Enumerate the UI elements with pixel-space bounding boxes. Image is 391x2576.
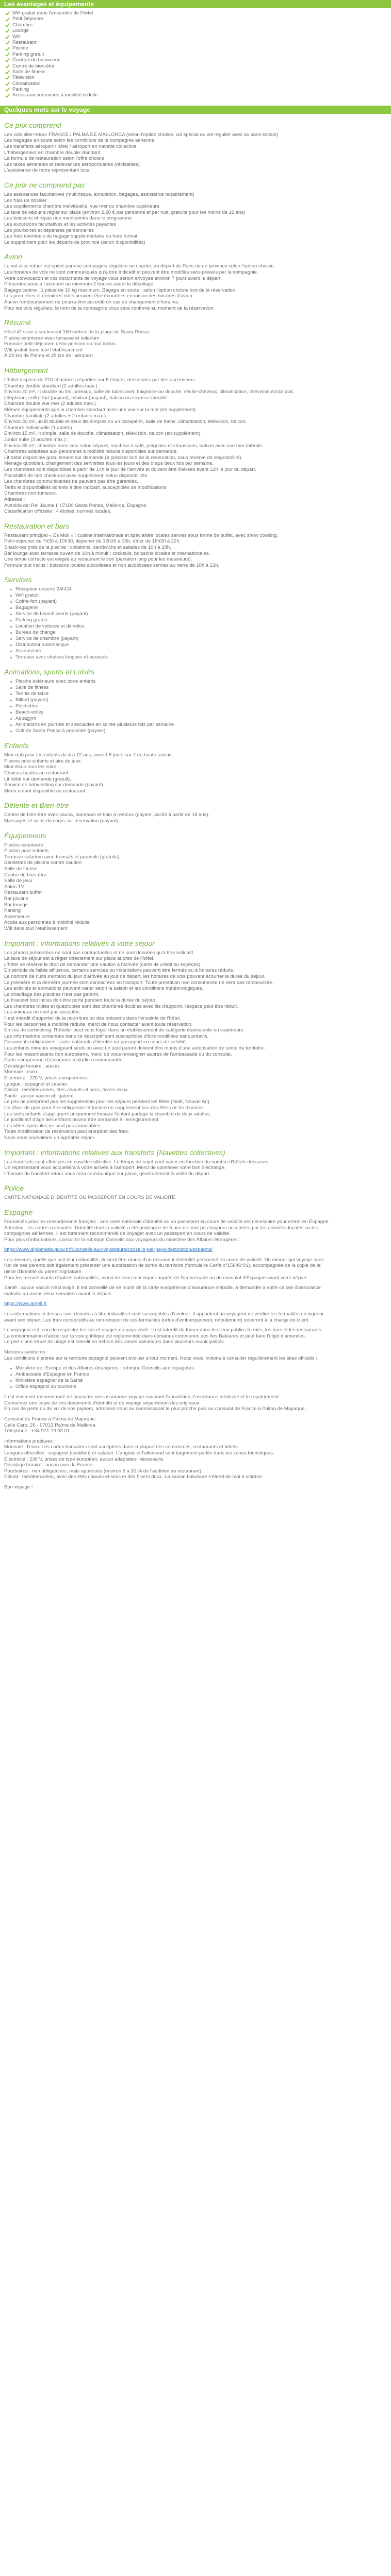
text-line: Bar piscine (4, 895, 28, 902)
text-line: Environ 30 m², un lit double et deux lits simples ou un canapé-lit, salle de bains, climatisation, télévision, balcon. (4, 419, 247, 425)
feature-label: Lounge (12, 28, 29, 34)
text-line: Snack-bar près de la piscine : collations, sandwichs et salades de 10h à 18h. (4, 544, 171, 550)
check-icon (5, 17, 10, 22)
section-heading: Avion (4, 252, 22, 261)
text-line: Le justificatif d'âge des enfants pourra être demandé à l'enregistrement. (4, 1117, 160, 1123)
text-line: Avenida del Rei Jaume I, 07180 Santa Ponsa, Mallorca, Espagne (4, 502, 146, 509)
text-line: Mini-club pour les enfants de 4 à 12 ans, ouvert 6 jours sur 7 en haute saison. (4, 752, 173, 758)
text-line: Les activités et animations peuvent varier selon la saison et les conditions météorologiques. (4, 986, 204, 992)
text-block (4, 1484, 387, 1490)
text-line: Petit-déjeuner de 7h30 à 10h30, déjeuner de 12h30 à 15h, dîner de 18h30 à 22h. (4, 538, 181, 545)
text-line: Chambre double standard (2 adultes max.) : (4, 383, 100, 389)
info-link[interactable]: https://www.diplomatie.gouv.fr/fr/conseils-aux-voyageurs/conseils-par-pays-destination/espagne/ (4, 1247, 213, 1253)
text-line: l'un de ses parents doit également présenter une autorisation de sortie du territoire (formulaire Cerfa n°15646*01), accompagnée de la copie de la (4, 1263, 321, 1269)
bullet-item: Coffre-fort (payant) (15, 599, 387, 605)
bullet-item: Terrasse avec chaises longues et parasols (15, 654, 387, 660)
text-line: Bar lounge avec terrasse ouvert de 10h à minuit : cocktails, boissons locales et internationales. (4, 550, 210, 556)
text-line: Formule petit-déjeuner, demi-pension ou tout inclus (4, 341, 116, 347)
bullet-item: Location de voitures et de vélos (15, 623, 387, 630)
bullet-item: Aquagym (15, 716, 387, 722)
text-line: L'horaire du transfert retour vous sera communiqué sur place, généralement la veille du départ. (4, 1171, 210, 1177)
text-line: Les taxes aériennes et redevances aéroportuaires (révisables) (4, 161, 140, 167)
feature-item (5, 16, 386, 22)
text-block (4, 533, 387, 569)
text-line: Ménage quotidien, changement des serviettes tous les jours et des draps deux fois par semaine. (4, 461, 214, 467)
text-line: Le prix ne comprend pas les suppléments pour les séjours pendant les fêtes (Noël, Nouvel An). (4, 1099, 211, 1105)
feature-label: Salle de fitness (12, 69, 46, 75)
text-line: Bagage cabine : 1 pièce de 10 kg maximum. Bagage en soute : selon l'option choisie lors de la réservation. (4, 287, 237, 293)
text-line: Hôtel 4* situé à seulement 150 mètres de la plage de Santa Ponsa (4, 329, 149, 335)
bullet-item: Bagagerie (15, 605, 387, 611)
text-line: Votre convocation et vos documents de voyage vous seront envoyés environ 7 jours avant le départ. (4, 275, 222, 281)
check-icon (5, 28, 10, 33)
section-heading: Animations, sports et Loisirs (4, 668, 95, 676)
text-line: Les pourboires et dépenses personnelles (4, 227, 94, 233)
text-line: téléphone, coffre-fort (payant), minibar (payant), balcon ou terrasse meublé. (4, 395, 169, 401)
trip-details (0, 121, 391, 1490)
text-line: Les excursions facultatives et les activités payantes (4, 221, 117, 227)
text-line: Le nombre de nuits s'entend du jour d'arrivée au jour de départ, les horaires de vols pouvant écourter la durée du séjour. (4, 973, 266, 979)
text-line: Il est interdit d'apporter de la nourriture ou des boissons dans l'enceinte de l'hôtel. (4, 1015, 181, 1022)
text-line: Monnaie : euro. (4, 1069, 39, 1075)
text-line: Les assurances facultatives (multirisque, annulation, bagages, assistance rapatriement) (4, 192, 194, 198)
text-line: Pour les vols réguliers, le nom de la compagnie vous sera confirmé au moment de la réservation. (4, 305, 215, 311)
text-line: À 20 km de Palma et 25 km de l'aéroport (4, 353, 93, 359)
text-line: L'hôtel se réserve le droit de demander une caution à l'arrivée (carte de crédit ou espèces). (4, 961, 202, 968)
feature-item (5, 57, 386, 63)
text-line: Bar lounge (4, 902, 28, 908)
text-block (4, 1257, 387, 1281)
text-line: Les premières et dernières nuits peuvent être écourtées en raison des horaires d'avion. (4, 293, 194, 299)
text-line: Les conditions d'entrée sur le territoire espagnol peuvent évoluer à tout moment. Nous vous invitons à consulter régulièrement les sites officiels : (4, 1355, 317, 1361)
text-line: Environ 15 m², lit simple, salle de douche, climatisation, télévision, balcon (en supplément). (4, 431, 202, 437)
text-block (4, 1438, 387, 1480)
text-line: Wifi dans tout l'établissement (4, 925, 68, 931)
feature-label: Piscine (12, 45, 28, 52)
text-line: Les suppléments chambre individuelle, vue mer ou chambre supérieure (4, 204, 159, 210)
text-line: Les enfants mineurs voyageant seuls ou avec un seul parent doivent être munis d'une autorisation de sortie du territoire. (4, 1045, 265, 1052)
feature-item (5, 75, 386, 80)
text-line: Nous vous souhaitons un agréable séjour. (4, 1134, 95, 1141)
section-police (4, 1183, 387, 1201)
feature-item (5, 40, 386, 45)
text-block (4, 1311, 387, 1323)
text-line: Salle de fitness (4, 866, 38, 872)
feature-label: Cocktail de bienvenue (12, 57, 61, 63)
text-line: Chambres adaptées aux personnes à mobilité réduite disponibles sur demande. (4, 449, 178, 455)
text-line: Le voyageur est tenu de respecter les lois et usages du pays visité. Il est interdit de fumer dans les lieux publics fermés, les bars et les restaurants. (4, 1327, 323, 1333)
feature-item (5, 63, 386, 69)
section-heading: Enfants (4, 741, 29, 750)
check-icon (5, 11, 10, 15)
bullet-list (4, 1365, 387, 1390)
text-line: Les chambres communicantes ne peuvent pas être garanties. (4, 479, 138, 485)
text-line: Les horaires de vols ne sont communiqués qu'à titre indicatif et peuvent être modifiés sans préavis par la compagnie. (4, 269, 258, 275)
bullet-item: Distributeur automatique (15, 642, 387, 648)
text-line: Mini-disco tous les soirs. (4, 764, 58, 770)
bullet-item: Beach-volley (15, 709, 387, 716)
feature-item (5, 52, 386, 57)
text-line: Ascenseurs (4, 913, 30, 920)
section-prix-ne-comprend-pas (4, 180, 387, 245)
text-block (4, 812, 387, 824)
section-restauration (4, 521, 387, 569)
text-line: Les animaux ne sont pas acceptés. (4, 1009, 81, 1015)
text-line: La consommation d'alcool sur la voie publique est réglementée dans certaines communes des îles Baléares et peut faire l'objet d'amendes. (4, 1333, 306, 1339)
text-line: Le port d'une tenue de plage est interdit en dehors des zones balnéaires dans plusieurs municipalités. (4, 1339, 225, 1345)
text-line: La taxe de séjour à régler sur place (environ 2,20 € par personne et par nuit, gratuite pour les moins de 16 ans) (4, 209, 246, 215)
text-line: Piscine extérieure (4, 842, 43, 848)
text-line: Conservez une copie de vos documents d'identité et de voyage séparément des originaux. (4, 1400, 201, 1406)
text-line: Les frais de dossier (4, 197, 47, 204)
text-line: Pour les ressortissants d'autres nationalités, merci de vous renseigner auprès de l'ambassade ou du consulat d'Espagne avant votre départ. (4, 1275, 308, 1281)
text-line: Les chambres sont disponibles à partir de 14h le jour de l'arrivée et doivent être libérées avant 12h le jour du départ. (4, 466, 256, 472)
link-row (4, 1247, 387, 1253)
link-row (4, 1301, 387, 1307)
section-espagne (4, 1208, 387, 1490)
section-important-transferts (4, 1148, 387, 1177)
text-line: Climat : méditerranéen, avec des étés chauds et secs et des hivers doux. La saison balnéaire s'étend de mai à octobre. (4, 1474, 264, 1480)
feature-label: Accès aux personnes à mobilité réduite (12, 92, 98, 98)
text-line: Lit bébé sur demande (gratuit). (4, 776, 71, 782)
section-hebergement (4, 366, 387, 515)
text-line: Santé : aucun vaccin obligatoire. (4, 1093, 75, 1099)
text-line: Les transferts aéroport / hôtel / aéroport en navette collective (4, 144, 137, 150)
bullet-item: Office espagnol du tourisme (15, 1384, 387, 1390)
bullet-item: Tennis de table (15, 691, 387, 697)
text-line: Les photos présentées ne sont pas contractuelles et ne sont données qu'à titre indicatif. (4, 950, 194, 956)
text-line: Salon TV (4, 884, 24, 890)
features-header: Les avantages et équipements (0, 0, 391, 8)
text-line: La première et la dernière journée sont consacrées au transport. Toute prestation non consommée ne sera pas remboursée. (4, 979, 274, 986)
section-heading: Services (4, 575, 32, 584)
text-line: Les informations contenues dans ce descriptif sont susceptibles d'être modifiées sans préavis. (4, 1033, 209, 1039)
check-icon (5, 64, 10, 69)
text-block (4, 1416, 387, 1434)
section-resume (4, 318, 387, 359)
text-line: Chambres non-fumeurs. (4, 490, 57, 497)
text-line: L'hébergement en chambre double standard (4, 149, 101, 156)
check-icon (5, 70, 10, 74)
text-line: Les offres spéciales ne sont pas cumulables. (4, 1123, 102, 1129)
bullet-item: Ambassade d'Espagne en France (15, 1371, 387, 1378)
section-heading: Police (4, 1184, 24, 1193)
bullet-item: Ministère de l'Europe et des Affaires étrangères : rubrique Conseils aux voyageurs (15, 1365, 387, 1371)
text-line: Climat : méditerranéen, étés chauds et secs, hivers doux. (4, 1087, 129, 1093)
text-line: Le supplément pour les départs de province (selon disponibilités) (4, 239, 145, 245)
text-line: Restaurant buffet (4, 890, 42, 896)
text-line: Un représentant vous accueillera à votre arrivée à l'aéroport. Merci de conserver votre bon d'échange. (4, 1165, 226, 1171)
text-line: Formalités pour les ressortissants français : une carte nationale d'identité ou un passeport en cours de validité est nécessaire pour entrer en Espagne. (4, 1218, 330, 1225)
text-line: Formule tout inclus : boissons locales alcoolisées et non alcoolisées servies au verre de 10h à 23h. (4, 562, 220, 568)
text-line: avant son départ. Les frais consécutifs au non-respect de ces formalités (refus d'embarquement, refoulement) resteront à la charge du client. (4, 1317, 310, 1323)
text-block (4, 377, 387, 515)
feature-item (5, 45, 386, 51)
text-line: Les mineurs, quelle que soit leur nationalité, doivent être munis d'un document d'identité personnel en cours de validité. Un mineur qui voyage sans (4, 1257, 324, 1263)
check-icon (5, 75, 10, 80)
text-line: pièce d'identité du parent signataire. (4, 1269, 83, 1275)
bullet-item: Ascenseurs (15, 648, 387, 654)
text-line: La formule de restauration selon l'offre choisie (4, 156, 104, 162)
text-line: Centre de bien-être (4, 872, 46, 878)
text-line: Calle Caro, 26 - 07013 Palma de Mallorca (4, 1422, 95, 1428)
text-line: Environ 35 m², chambre avec coin salon séparé, machine à café, peignoirs et chaussons, balcon avec vue mer latérale. (4, 443, 264, 449)
text-line: Les chambres triples et quadruples sont des chambres doubles avec lits d'appoint, l'espace peut être réduit. (4, 1003, 238, 1009)
check-icon (5, 23, 10, 27)
feature-label: Parking (12, 87, 29, 93)
text-line: En période de faible affluence, certains services ou installations peuvent être fermés ou à horaires réduits. (4, 968, 235, 974)
text-line: Décalage horaire : aucun. (4, 1063, 60, 1069)
info-link[interactable]: https://www.ameli.fr (4, 1301, 47, 1307)
text-block (4, 1349, 387, 1361)
text-line: Les vols aller-retour FRANCE / PALMA DE MALLORCA (selon l'option choisie, vol spécial ou vol régulier avec ou sans escale) (4, 131, 279, 138)
section-heading: Important : informations relatives à votre séjour (4, 939, 155, 947)
section-heading: Important : informations relatives aux transferts (Navettes collectives) (4, 1148, 225, 1157)
text-line: Le vol aller-retour est opéré par une compagnie régulière ou charter, au départ de Paris ou de province selon l'option choisie. (4, 263, 275, 269)
text-line: Les bagages en soute selon les conditions de la compagnie aérienne (4, 138, 155, 144)
text-line: Piscine extérieure avec terrasse et solarium (4, 335, 100, 341)
text-line: Restaurant principal « Es Moli » : cuisine internationale et spécialités locales servies sous forme de buffet, avec show cooking. (4, 532, 279, 538)
check-icon (5, 46, 10, 51)
bullet-item: Billard (payant) (15, 697, 387, 703)
text-block (4, 192, 387, 245)
text-line: Pour les personnes à mobilité réduite, merci de nous contacter avant toute réservation. (4, 1021, 193, 1027)
feature-label: Wifi gratuit dans l'ensemble de l'hôtel (12, 10, 93, 16)
text-block (4, 1327, 387, 1345)
check-icon (5, 81, 10, 86)
text-line: Mesures sanitaires : (4, 1349, 48, 1355)
text-block (4, 842, 387, 932)
text-line: Santé : aucun vaccin n'est exigé. Il est conseillé de se munir de la carte européenne d'assurance maladie, à demander à votre caisse d'assurance (4, 1285, 321, 1291)
text-line: Les informations ci-dessus sont données à titre indicatif et sont susceptibles d'évoluer. Il appartient au voyageur de vérifier les formalités en vigueur (4, 1311, 324, 1317)
text-line: Les transferts sont effectués en navette collective. Le temps de trajet peut varier en fonction du nombre d'hôtels desservis. (4, 1159, 270, 1165)
section-heading: Hébergement (4, 366, 48, 375)
text-line: Électricité : 230 V, prises de type européen, aucun adaptateur nécessaire. (4, 1456, 165, 1462)
text-line: Piscine pour enfants et aire de jeux. (4, 758, 83, 764)
text-line: Menu enfant disponible au restaurant. (4, 788, 87, 794)
text-line: Une tenue correcte est exigée au restaurant le soir (pantalon long pour les messieurs). (4, 556, 192, 563)
bullet-item: Animations en journée et spectacles en soirée plusieurs fois par semaine (15, 722, 387, 728)
text-block (4, 329, 387, 359)
text-block (4, 132, 387, 174)
section-animations (4, 667, 387, 734)
bullet-item: Golf de Santa Ponsa à proximité (payant) (15, 728, 387, 734)
text-line: Pourboires : non obligatoires, mais appréciés (environ 5 à 10 % de l'addition au restaurant). (4, 1468, 203, 1474)
section-heading: Espagne (4, 1208, 33, 1216)
bullet-item: Piscine extérieure avec zone enfants (15, 679, 387, 685)
text-line: Accès aux personnes à mobilité réduite (4, 920, 90, 926)
text-line: La taxe de séjour est à régler directement sur place auprès de l'hôtel. (4, 956, 155, 962)
feature-label: Climatisation (12, 80, 41, 87)
section-heading: Ce prix ne comprend pas (4, 181, 85, 190)
text-block (4, 1394, 387, 1412)
text-line: Wifi gratuit dans tout l'établissement (4, 347, 83, 353)
feature-item (5, 34, 386, 40)
check-icon (5, 52, 10, 57)
bullet-item: Salle de fitness (15, 685, 387, 691)
text-line: Adresse : (4, 496, 25, 502)
text-line: Attention : les cartes nationales d'identité dont la validité a été prolongée de 5 ans ne sont pas toujours acceptées par les autorités locales ou les (4, 1225, 318, 1231)
bullet-item: Service de chambre (payant) (15, 636, 387, 642)
text-block (4, 1219, 387, 1243)
text-line: Lit bébé disponible gratuitement sur demande (à préciser lors de la réservation, sous réserve de disponibilité). (4, 454, 243, 461)
text-line: L'assistance de notre représentant local (4, 167, 91, 174)
section-enfants (4, 741, 387, 794)
text-block (4, 1285, 387, 1297)
bullet-item: Bureau de change (15, 630, 387, 636)
feature-label: Parking gratuit (12, 51, 44, 57)
feature-label: Télévision (12, 75, 35, 81)
bullet-item: Service de blanchisserie (payant) (15, 611, 387, 617)
bullet-list (4, 679, 387, 734)
text-line: Junior suite (3 adultes max.) : (4, 437, 69, 443)
text-line: Le bracelet tout inclus doit être porté pendant toute la durée du séjour. (4, 997, 157, 1004)
text-line: Chaises hautes au restaurant. (4, 770, 70, 776)
section-equipements (4, 831, 387, 932)
feature-item (5, 81, 386, 87)
text-line: L'hôtel dispose de 210 chambres réparties sur 5 étages, desservies par des ascenseurs. (4, 377, 197, 383)
bullet-item: Parking gratuit (15, 617, 387, 623)
text-line: Piscine pour enfants (4, 848, 49, 854)
text-line: compagnies aériennes. Il est fortement recommandé de voyager avec un passeport en cours de validité. (4, 1231, 231, 1237)
text-line: Documents obligatoires : carte nationale d'identité ou passeport en cours de validité. (4, 1039, 187, 1045)
text-line: Décalage horaire : aucun avec la France. (4, 1462, 94, 1468)
feature-label: Centre de bien-être (12, 63, 55, 69)
bullet-item: Ministère espagnol de la Santé (15, 1378, 387, 1384)
feature-label: Petit Déjeuner (12, 16, 44, 22)
section-heading: Équipements (4, 831, 46, 840)
section-heading: Détente et Bien-être (4, 801, 69, 810)
text-line: Pour plus d'informations, consultez la rubrique Conseils aux voyageurs du ministère des Affaires étrangères : (4, 1236, 240, 1243)
section-services (4, 575, 387, 660)
section-heading: Restauration et bars (4, 521, 70, 530)
feature-item (5, 92, 386, 98)
section-important-sejour (4, 939, 387, 1141)
feature-item (5, 28, 386, 33)
section-heading: Résumé (4, 318, 31, 327)
bullet-item: Wifi gratuit (15, 592, 387, 599)
text-block (4, 263, 387, 311)
text-line: maladie au moins deux semaines avant le départ. (4, 1291, 112, 1297)
text-block (4, 752, 387, 794)
text-line: Langues officielles : espagnol (castillan) et catalan. L'anglais et l'allemand sont largement parlés dans les zones touristiques. (4, 1450, 274, 1456)
text-line: Possibilité de late check-out avec supplément, selon disponibilités. (4, 472, 149, 479)
section-prix-comprend (4, 121, 387, 174)
text-line: Environ 20 m², lit double ou lits jumeaux, salle de bains avec baignoire ou douche, sèche-cheveux, climatisation, télévision écran plat, (4, 389, 294, 395)
text-line: Chambre familiale (2 adultes + 2 enfants max.) : (4, 413, 109, 419)
text-line: Pour les ressortissants non européens, merci de vous renseigner auprès de l'ambassade ou du consulat. (4, 1051, 232, 1057)
text-line: Salle de jeux (4, 878, 32, 884)
text-block (4, 1195, 387, 1201)
text-line: En cas de surbooking, l'hôtelier peut vous loger dans un établissement de catégorie équivalente ou supérieure. (4, 1027, 245, 1033)
feature-item (5, 87, 386, 92)
feature-item (5, 10, 386, 16)
text-line: Massages et soins du corps sur réservation (payant). (4, 818, 120, 824)
text-line: Chambre individuelle (1 adulte) : (4, 425, 75, 431)
text-line: Un dîner de gala peut être obligatoire et facturé en supplément lors des fêtes de fin d'année. (4, 1105, 204, 1111)
text-line: Informations pratiques : (4, 1438, 56, 1444)
text-line: Parking (4, 908, 21, 914)
text-line: Langue : espagnol et catalan. (4, 1081, 69, 1087)
text-line: Carte européenne d'assurance maladie recommandée. (4, 1057, 124, 1063)
text-line: Les boissons et repas non mentionnés dans le programme (4, 215, 132, 222)
feature-label: Chambre (12, 22, 33, 28)
text-line: Électricité : 220 V, prises européennes. (4, 1075, 89, 1081)
bullet-item: Réception ouverte 24h/24 (15, 586, 387, 592)
text-line: Présentez-vous à l'aéroport au minimum 2 heures avant le décollage. (4, 281, 155, 287)
section-bien-etre (4, 801, 387, 824)
text-line: Service de baby-sitting sur demande (payant). (4, 782, 105, 788)
text-line: Toute modification de réservation peut entraîner des frais. (4, 1129, 129, 1135)
bullet-item: Fléchettes (15, 703, 387, 709)
check-icon (5, 40, 10, 45)
text-line: Consulat de France à Palma de Majorque (4, 1416, 95, 1422)
overview-header: Quelques mots sur le voyage (0, 106, 391, 114)
section-heading: Ce prix comprend (4, 121, 61, 129)
features-list (0, 10, 391, 98)
text-line: Le chauffage des piscines n'est pas garanti. (4, 991, 100, 997)
feature-label: Wifi (12, 33, 21, 40)
text-line: Les tarifs enfants s'appliquent uniquement lorsque l'enfant partage la chambre de deux adultes. (4, 1111, 211, 1117)
text-line: Mêmes équipements que la chambre standard avec une vue sur la mer (en supplément). (4, 407, 197, 413)
text-line: CARTE NATIONALE D'IDENTITÉ OU PASSEPORT EN COURS DE VALIDITÉ (4, 1195, 175, 1201)
text-line: Chambre double vue mer (2 adultes max.) : (4, 401, 99, 407)
text-line: Aucun remboursement ne pourra être accordé en cas de changement d'horaires. (4, 299, 180, 305)
text-block (4, 1159, 387, 1177)
text-block (4, 950, 387, 1141)
feature-item (5, 69, 386, 75)
check-icon (5, 87, 10, 92)
text-line: Bon voyage ! (4, 1484, 33, 1490)
feature-label: Restaurant (12, 39, 37, 45)
text-line: Tarifs et disponibilités donnés à titre indicatif, susceptibles de modifications. (4, 484, 168, 490)
check-icon (5, 93, 10, 98)
text-line: Les frais éventuels de bagage supplémentaire ou hors format (4, 233, 138, 240)
text-line: Classification officielle : 4 étoiles, normes locales. (4, 509, 111, 515)
bullet-list (4, 586, 387, 660)
text-line: Téléphone : +34 971 73 03 01 (4, 1428, 70, 1434)
section-avion (4, 252, 387, 311)
text-line: Serviettes de piscine contre caution (4, 860, 82, 866)
text-line: Il est vivement recommandé de souscrire une assurance voyage couvrant l'annulation, l'assistance médicale et le rapatriement. (4, 1394, 280, 1400)
text-line: Terrasse solarium avec transats et parasols (gratuits) (4, 854, 120, 860)
feature-item (5, 22, 386, 28)
text-line: En cas de perte ou de vol de vos papiers, adressez-vous au commissariat le plus proche puis au consulat de France à Palma de Majorque. (4, 1406, 306, 1412)
text-line: Monnaie : l'euro. Les cartes bancaires sont acceptées dans la plupart des commerces, restaurants et hôtels. (4, 1444, 239, 1450)
text-line: Centre de bien-être avec sauna, hammam et bain à remous (payant, accès à partir de 16 ans). (4, 812, 210, 818)
check-icon (5, 58, 10, 62)
check-icon (5, 35, 10, 39)
